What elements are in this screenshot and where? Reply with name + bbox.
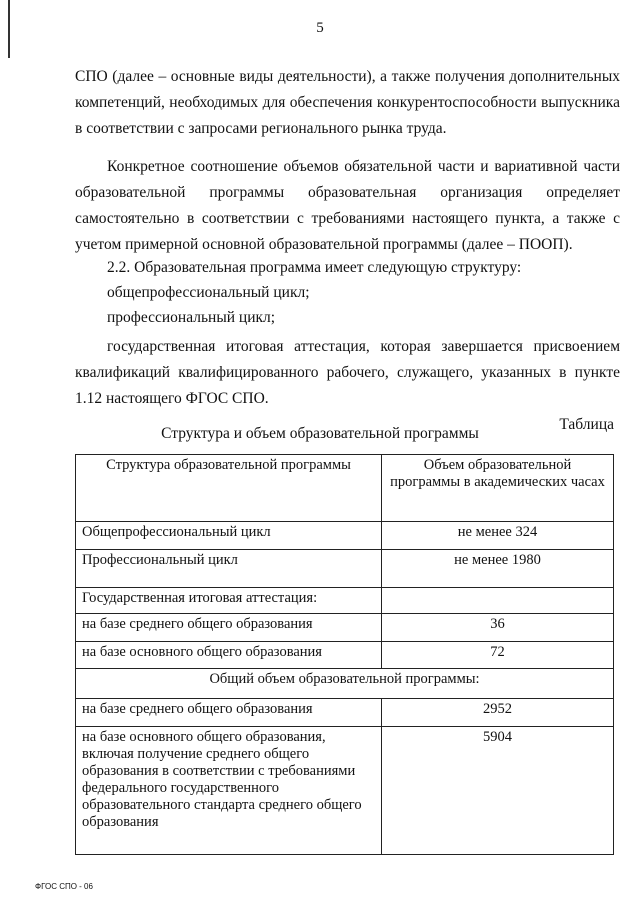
- row-label: Государственная итоговая аттестация:: [76, 588, 382, 614]
- program-structure-table: [75, 454, 614, 855]
- table-caption: Таблица: [559, 416, 614, 433]
- row-value: не менее 324: [382, 522, 614, 550]
- paragraph-intro: СПО (далее – основные виды деятельности), а также получения дополнительных компетенций, необходимых для обеспечения конкурентоспособности выпускника в соответствии с запросами регионального рынка труда.: [75, 68, 620, 137]
- table-row: [76, 699, 614, 727]
- row-value: [382, 588, 614, 614]
- table-row: [76, 727, 614, 855]
- list-item-state-attestation: государственная итоговая аттестация, которая завершается присвоением квалификаций квалифицированного рабочего, служащего, указанных в пункте 1.12 настоящего ФГОС СПО.: [75, 338, 620, 407]
- table-row: [76, 642, 614, 669]
- row-value: 72: [382, 642, 614, 669]
- table-header-volume: Объем образовательной программы в академических часах: [382, 455, 614, 522]
- row-value: 2952: [382, 699, 614, 727]
- table-row: [76, 614, 614, 642]
- table-row: [76, 588, 614, 614]
- row-value: не менее 1980: [382, 550, 614, 588]
- list-item-professional-cycle: профессиональный цикл;: [107, 309, 276, 326]
- table-row: [76, 522, 614, 550]
- row-label: на базе среднего общего образования: [76, 699, 382, 727]
- table-row: [76, 550, 614, 588]
- row-label: на базе основного общего образования: [76, 642, 382, 669]
- table-header-row: [76, 455, 614, 522]
- footer-label: ФГОС СПО - 06: [35, 882, 93, 891]
- total-volume-header: Общий объем образовательной программы:: [76, 669, 614, 699]
- row-label: на базе основного общего образования, включая получение среднего общего образования в соответствии с требованиями федерального государственного образовательного стандарта среднего общего образования: [76, 727, 382, 855]
- paragraph-structure-intro: 2.2. Образовательная программа имеет следующую структуру:: [107, 259, 522, 276]
- table-header-structure: Структура образовательной программы: [76, 455, 382, 522]
- table-total-header-row: [76, 669, 614, 699]
- row-value: 36: [382, 614, 614, 642]
- row-label: Общепрофессиональный цикл: [76, 522, 382, 550]
- row-label: на базе среднего общего образования: [76, 614, 382, 642]
- row-label: Профессиональный цикл: [76, 550, 382, 588]
- row-value: 5904: [382, 727, 614, 855]
- table-title: Структура и объем образовательной программы: [161, 425, 479, 442]
- page-number: 5: [316, 20, 324, 36]
- list-item-general-cycle: общепрофессиональный цикл;: [107, 284, 310, 301]
- paragraph-ratio: Конкретное соотношение объемов обязательной части и вариативной части образовательной программы образовательная организация определяет самостоятельно в соответствии с требованиями настоящего пункта, а также с учетом примерной основной образовательной программы (далее – ПООП).: [75, 158, 620, 253]
